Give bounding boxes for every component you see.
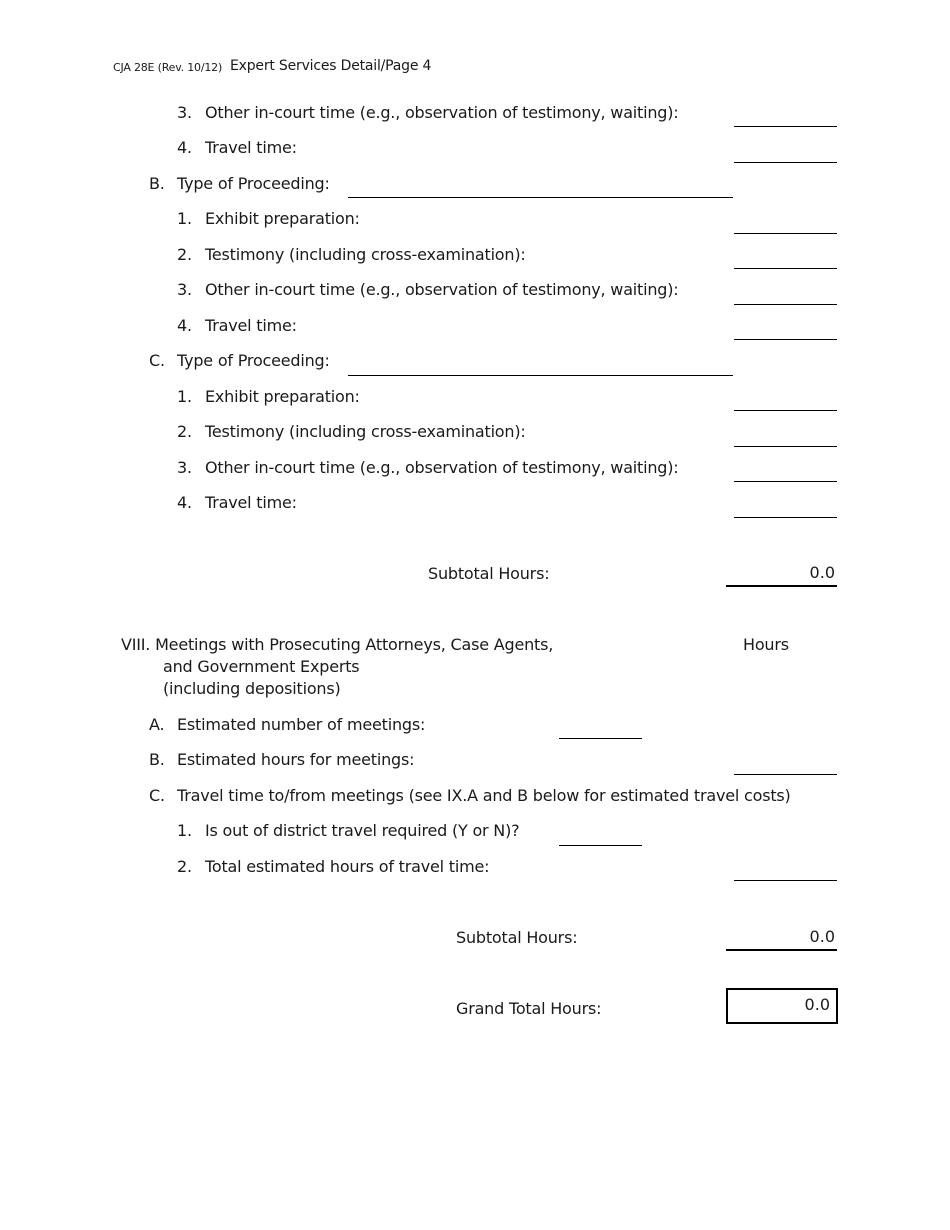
testimony-label: Testimony (including cross-examination): bbox=[205, 422, 526, 441]
other-in-court-time-field[interactable] bbox=[734, 304, 837, 305]
item-number: 4. bbox=[177, 493, 192, 512]
section-viii-title-line3: (including depositions) bbox=[163, 679, 341, 698]
exhibit-preparation-label: Exhibit preparation: bbox=[205, 209, 360, 228]
subtotal-hours-label: Subtotal Hours: bbox=[428, 564, 550, 583]
item-number: 1. bbox=[177, 387, 192, 406]
estimated-hours-field[interactable] bbox=[734, 774, 837, 775]
item-number: 2. bbox=[177, 857, 192, 876]
item-number: 4. bbox=[177, 316, 192, 335]
grand-total-hours-value: 0.0 bbox=[804, 995, 830, 1014]
item-number: 4. bbox=[177, 138, 192, 157]
type-of-proceeding-label: Type of Proceeding: bbox=[177, 174, 330, 193]
out-of-district-travel-label: Is out of district travel required (Y or N)? bbox=[205, 821, 520, 840]
travel-time-field[interactable] bbox=[734, 339, 837, 340]
subtotal-hours-value: 0.0 bbox=[809, 927, 835, 946]
total-travel-hours-label: Total estimated hours of travel time: bbox=[205, 857, 490, 876]
section-viii-title-line2: and Government Experts bbox=[163, 657, 360, 676]
exhibit-preparation-field[interactable] bbox=[734, 410, 837, 411]
page-title: Expert Services Detail/Page 4 bbox=[230, 58, 432, 74]
section-letter: A. bbox=[149, 715, 165, 734]
travel-time-label: Travel time: bbox=[205, 316, 297, 335]
travel-time-meetings-label: Travel time to/from meetings (see IX.A and B below for estimated travel costs) bbox=[177, 786, 791, 805]
item-number: 2. bbox=[177, 422, 192, 441]
type-of-proceeding-label: Type of Proceeding: bbox=[177, 351, 330, 370]
item-number: 2. bbox=[177, 245, 192, 264]
travel-time-field[interactable] bbox=[734, 517, 837, 518]
other-in-court-time-field[interactable] bbox=[734, 481, 837, 482]
subtotal-hours-label: Subtotal Hours: bbox=[456, 928, 578, 947]
total-travel-hours-field[interactable] bbox=[734, 880, 837, 881]
exhibit-preparation-field[interactable] bbox=[734, 233, 837, 234]
testimony-field[interactable] bbox=[734, 268, 837, 269]
exhibit-preparation-label: Exhibit preparation: bbox=[205, 387, 360, 406]
testimony-field[interactable] bbox=[734, 446, 837, 447]
out-of-district-travel-field[interactable] bbox=[559, 845, 642, 846]
grand-total-hours-label: Grand Total Hours: bbox=[456, 999, 602, 1018]
grand-total-hours-field[interactable] bbox=[726, 988, 838, 1024]
form-code: CJA 28E (Rev. 10/12) bbox=[113, 61, 223, 74]
section-viii-title: VIII. Meetings with Prosecuting Attorneys, Case Agents, bbox=[121, 635, 554, 654]
subtotal-hours-field[interactable] bbox=[726, 927, 837, 951]
hours-column-header: Hours bbox=[743, 635, 789, 654]
estimated-meetings-field[interactable] bbox=[559, 738, 642, 739]
item-number: 1. bbox=[177, 821, 192, 840]
travel-time-label: Travel time: bbox=[205, 138, 297, 157]
item-number: 1. bbox=[177, 209, 192, 228]
estimated-meetings-label: Estimated number of meetings: bbox=[177, 715, 426, 734]
section-letter: B. bbox=[149, 174, 165, 193]
item-number: 3. bbox=[177, 458, 192, 477]
testimony-label: Testimony (including cross-examination): bbox=[205, 245, 526, 264]
subtotal-hours-value: 0.0 bbox=[809, 563, 835, 582]
other-in-court-time-label: Other in-court time (e.g., observation of testimony, waiting): bbox=[205, 458, 679, 477]
section-letter: C. bbox=[149, 786, 165, 805]
type-of-proceeding-field[interactable] bbox=[348, 197, 733, 198]
subtotal-hours-field[interactable] bbox=[726, 563, 837, 587]
travel-time-label: Travel time: bbox=[205, 493, 297, 512]
other-in-court-time-label: Other in-court time (e.g., observation of testimony, waiting): bbox=[205, 280, 679, 299]
section-letter: B. bbox=[149, 750, 165, 769]
other-in-court-time-field[interactable] bbox=[734, 126, 837, 127]
travel-time-field[interactable] bbox=[734, 162, 837, 163]
item-number: 3. bbox=[177, 103, 192, 122]
other-in-court-time-label: Other in-court time (e.g., observation of testimony, waiting): bbox=[205, 103, 679, 122]
type-of-proceeding-field[interactable] bbox=[348, 375, 733, 376]
section-letter: C. bbox=[149, 351, 165, 370]
estimated-hours-label: Estimated hours for meetings: bbox=[177, 750, 415, 769]
item-number: 3. bbox=[177, 280, 192, 299]
